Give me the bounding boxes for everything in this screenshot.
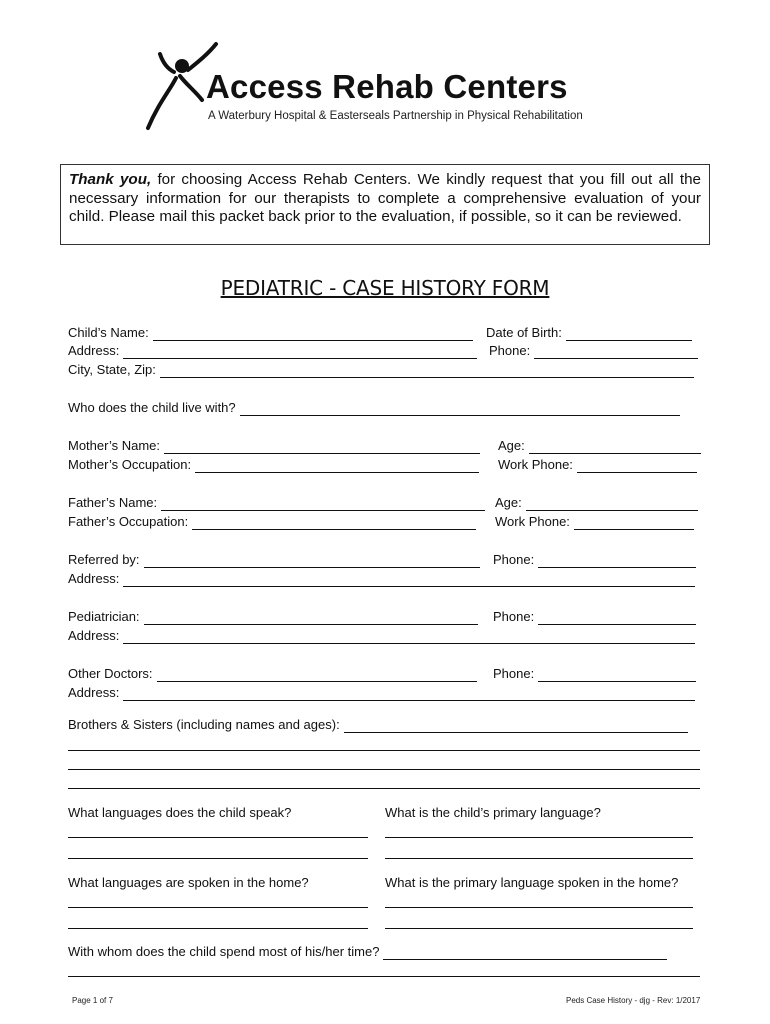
footer-revision: Peds Case History - djg - Rev: 1/2017	[566, 996, 701, 1005]
primary-home-language-label: What is the primary language spoken in the home?	[385, 875, 679, 890]
referred-address-row	[68, 571, 695, 587]
child-name-row	[68, 325, 473, 341]
primary-language-label: What is the child’s primary language?	[385, 805, 601, 820]
referred-by-row	[68, 552, 480, 568]
intro-box	[60, 164, 710, 245]
city-field[interactable]	[160, 365, 694, 378]
languages-child-line-2[interactable]	[68, 858, 368, 859]
mother-occupation-row	[68, 457, 479, 473]
other-doctors-phone-row	[493, 666, 696, 682]
child-address-row	[68, 343, 477, 359]
pediatrician-phone-row	[493, 609, 696, 625]
other-doctors-row	[68, 666, 477, 682]
mother-work-phone-label: Work Phone:	[498, 457, 573, 472]
pediatrician-row	[68, 609, 478, 625]
siblings-line-2[interactable]	[68, 750, 700, 751]
mother-name-label: Mother’s Name:	[68, 438, 160, 453]
child-name-field[interactable]	[153, 328, 473, 341]
lives-with-field[interactable]	[240, 403, 680, 416]
dob-field[interactable]	[566, 328, 692, 341]
city-row	[68, 362, 694, 378]
other-doctors-address-field[interactable]	[123, 688, 695, 701]
pediatrician-address-label: Address:	[68, 628, 120, 643]
father-work-phone-label: Work Phone:	[495, 514, 570, 529]
father-age-row	[495, 495, 698, 511]
pediatrician-address-field[interactable]	[123, 631, 695, 644]
siblings-line-4[interactable]	[68, 788, 700, 789]
referred-by-label: Referred by:	[68, 552, 140, 567]
pediatrician-phone-field[interactable]	[538, 612, 696, 625]
spends-time-row	[68, 944, 667, 960]
pediatrician-phone-label: Phone:	[493, 609, 535, 624]
spends-time-field[interactable]	[383, 947, 667, 960]
father-work-phone-row	[495, 514, 694, 530]
mother-occupation-field[interactable]	[195, 460, 479, 473]
pediatrician-label: Pediatrician:	[68, 609, 140, 624]
mother-name-field[interactable]	[164, 441, 480, 454]
siblings-field[interactable]	[344, 720, 688, 733]
languages-child-label: What languages does the child speak?	[68, 805, 292, 820]
footer-page-number: Page 1 of 7	[72, 996, 113, 1005]
other-doctors-address-label: Address:	[68, 685, 120, 700]
other-doctors-address-row	[68, 685, 695, 701]
mother-age-row	[498, 438, 701, 454]
languages-home-line-2[interactable]	[68, 928, 368, 929]
primary-language-line-1[interactable]	[385, 837, 693, 838]
referred-by-field[interactable]	[144, 555, 480, 568]
languages-child-row	[68, 805, 291, 821]
father-age-label: Age:	[495, 495, 522, 510]
mother-age-field[interactable]	[529, 441, 701, 454]
languages-child-line-1[interactable]	[68, 837, 368, 838]
mother-work-phone-row	[498, 457, 697, 473]
siblings-label: Brothers & Sisters (including names and ages):	[68, 717, 340, 732]
other-doctors-phone-label: Phone:	[493, 666, 535, 681]
lives-with-label: Who does the child live with?	[68, 400, 236, 415]
brand-tagline: A Waterbury Hospital & Easterseals Partnership in Physical Rehabilitation	[208, 110, 583, 122]
intro-text: for choosing Access Rehab Centers. We kindly request that you fill out all the necessary information for our therapists to complete a comprehensive evaluation of your child. Please mail this packet back prior to the evaluation, if possible, so it can be reviewed.	[69, 171, 701, 225]
header	[140, 40, 640, 140]
father-age-field[interactable]	[526, 498, 698, 511]
child-name-label: Child’s Name:	[68, 325, 149, 340]
referred-phone-field[interactable]	[538, 555, 696, 568]
referred-address-field[interactable]	[123, 574, 695, 587]
spends-time-line-2[interactable]	[68, 976, 700, 977]
mother-name-row	[68, 438, 480, 454]
father-occupation-label: Father’s Occupation:	[68, 514, 189, 529]
referred-address-label: Address:	[68, 571, 120, 586]
primary-language-line-2[interactable]	[385, 858, 693, 859]
child-phone-label: Phone:	[489, 343, 531, 358]
other-doctors-label: Other Doctors:	[68, 666, 153, 681]
other-doctors-phone-field[interactable]	[538, 669, 696, 682]
father-occupation-field[interactable]	[192, 517, 476, 530]
father-name-label: Father’s Name:	[68, 495, 158, 510]
child-phone-row	[489, 343, 698, 359]
pediatrician-address-row	[68, 628, 695, 644]
mother-age-label: Age:	[498, 438, 525, 453]
dob-label: Date of Birth:	[486, 325, 562, 340]
father-name-row	[68, 495, 485, 511]
father-occupation-row	[68, 514, 476, 530]
child-phone-field[interactable]	[534, 346, 698, 359]
mother-work-phone-field[interactable]	[577, 460, 697, 473]
languages-home-row	[68, 875, 309, 891]
spends-time-label: With whom does the child spend most of his/her time?	[68, 944, 380, 959]
intro-lead: Thank you,	[69, 171, 152, 188]
father-name-field[interactable]	[161, 498, 485, 511]
siblings-row	[68, 717, 688, 733]
pediatrician-field[interactable]	[144, 612, 478, 625]
other-doctors-field[interactable]	[157, 669, 477, 682]
languages-home-label: What languages are spoken in the home?	[68, 875, 309, 890]
lives-with-row	[68, 400, 680, 416]
dob-row	[486, 325, 692, 341]
siblings-line-3[interactable]	[68, 769, 700, 770]
referred-phone-label: Phone:	[493, 552, 535, 567]
form-title: PEDIATRIC - CASE HISTORY FORM	[220, 276, 550, 300]
languages-home-line-1[interactable]	[68, 907, 368, 908]
mother-occupation-label: Mother’s Occupation:	[68, 457, 192, 472]
primary-home-language-line-1[interactable]	[385, 907, 693, 908]
father-work-phone-field[interactable]	[574, 517, 694, 530]
primary-home-language-line-2[interactable]	[385, 928, 693, 929]
referred-phone-row	[493, 552, 696, 568]
city-label: City, State, Zip:	[68, 362, 156, 377]
primary-language-row	[385, 805, 601, 821]
primary-home-language-row	[385, 875, 678, 891]
brand-name: Access Rehab Centers	[206, 68, 568, 105]
child-address-field[interactable]	[123, 346, 477, 359]
child-address-label: Address:	[68, 343, 120, 358]
